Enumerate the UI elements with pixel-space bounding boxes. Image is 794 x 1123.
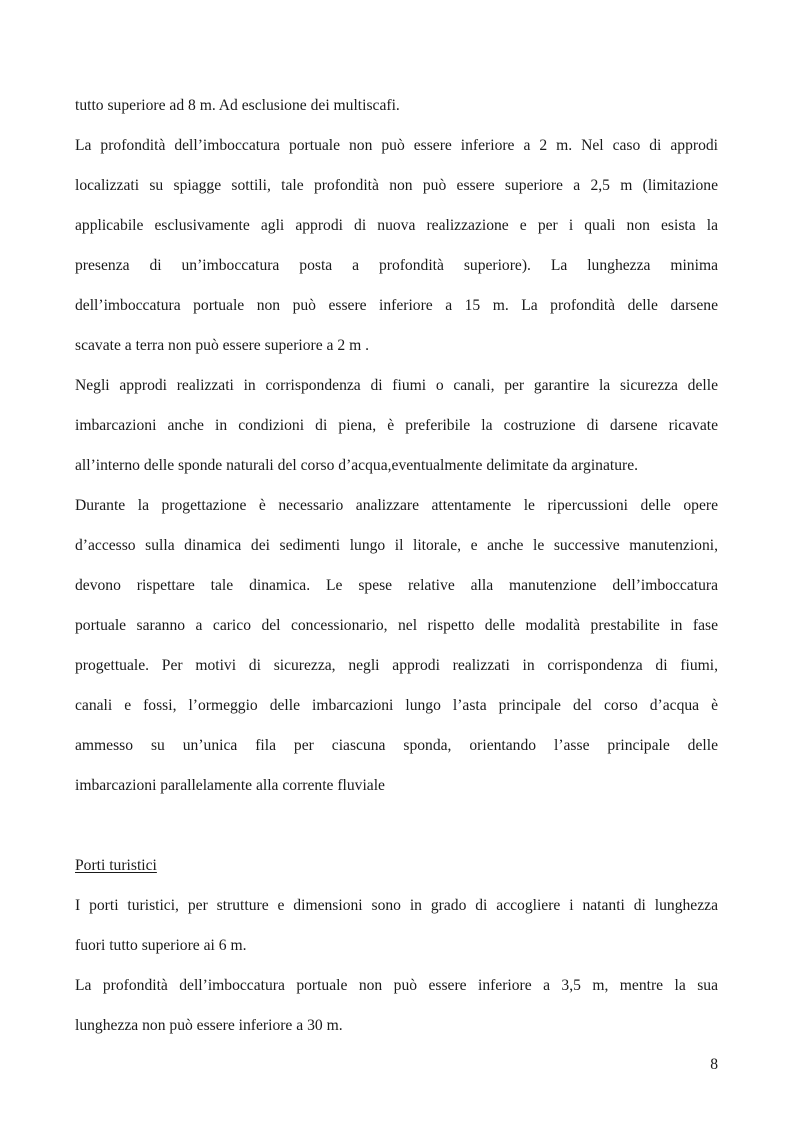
text-line: devono rispettare tale dinamica. Le spese relative alla manutenzione dell’imboccatura [75, 577, 718, 594]
section-heading: Porti turistici [75, 857, 157, 874]
text-line: imbarcazioni anche in condizioni di piena, è preferibile la costruzione di darsene ricavate [75, 417, 718, 434]
text-line: dell’imboccatura portuale non può essere inferiore a 15 m. La profondità delle darsene [75, 297, 718, 314]
text-line: portuale saranno a carico del concessionario, nel rispetto delle modalità prestabilite in fase [75, 617, 718, 634]
page-number: 8 [710, 1056, 718, 1073]
text-line: fuori tutto superiore ai 6 m. [75, 937, 247, 954]
document-page [75, 86, 718, 1046]
body-text-section-approdi [75, 86, 718, 806]
text-line: progettuale. Per motivi di sicurezza, negli approdi realizzati in corrispondenza di fiumi, [75, 657, 718, 674]
text-line: imbarcazioni parallelamente alla corrente fluviale [75, 777, 385, 794]
text-line: I porti turistici, per strutture e dimensioni sono in grado di accogliere i natanti di lunghezza [75, 897, 718, 914]
body-text-section-porti-turistici [75, 846, 718, 1046]
text-line: lunghezza non può essere inferiore a 30 m. [75, 1017, 343, 1034]
text-line: all’interno delle sponde naturali del corso d’acqua,eventualmente delimitate da arginature. [75, 457, 639, 474]
text-line: scavate a terra non può essere superiore a 2 m . [75, 337, 369, 354]
text-line: applicabile esclusivamente agli approdi di nuova realizzazione e per i quali non esista la [75, 217, 718, 234]
text-line: tutto superiore ad 8 m. Ad esclusione dei multiscafi. [75, 97, 400, 114]
text-line: localizzati su spiagge sottili, tale profondità non può essere superiore a 2,5 m (limitazione [75, 177, 718, 194]
text-line: presenza di un’imboccatura posta a profondità superiore). La lunghezza minima [75, 257, 718, 274]
text-line: Durante la progettazione è necessario analizzare attentamente le ripercussioni delle opere [75, 497, 718, 514]
section-spacer [75, 806, 718, 846]
text-line: d’accesso sulla dinamica dei sedimenti lungo il litorale, e anche le successive manutenzioni, [75, 537, 718, 554]
text-line: ammesso su un’unica fila per ciascuna sponda, orientando l’asse principale delle [75, 737, 718, 754]
text-line: Negli approdi realizzati in corrispondenza di fiumi o canali, per garantire la sicurezza delle [75, 377, 718, 394]
text-line: La profondità dell’imboccatura portuale non può essere inferiore a 3,5 m, mentre la sua [75, 977, 718, 994]
text-line: canali e fossi, l’ormeggio delle imbarcazioni lungo l’asta principale del corso d’acqua è [75, 697, 718, 714]
text-line: La profondità dell’imboccatura portuale non può essere inferiore a 2 m. Nel caso di approdi [75, 137, 718, 154]
